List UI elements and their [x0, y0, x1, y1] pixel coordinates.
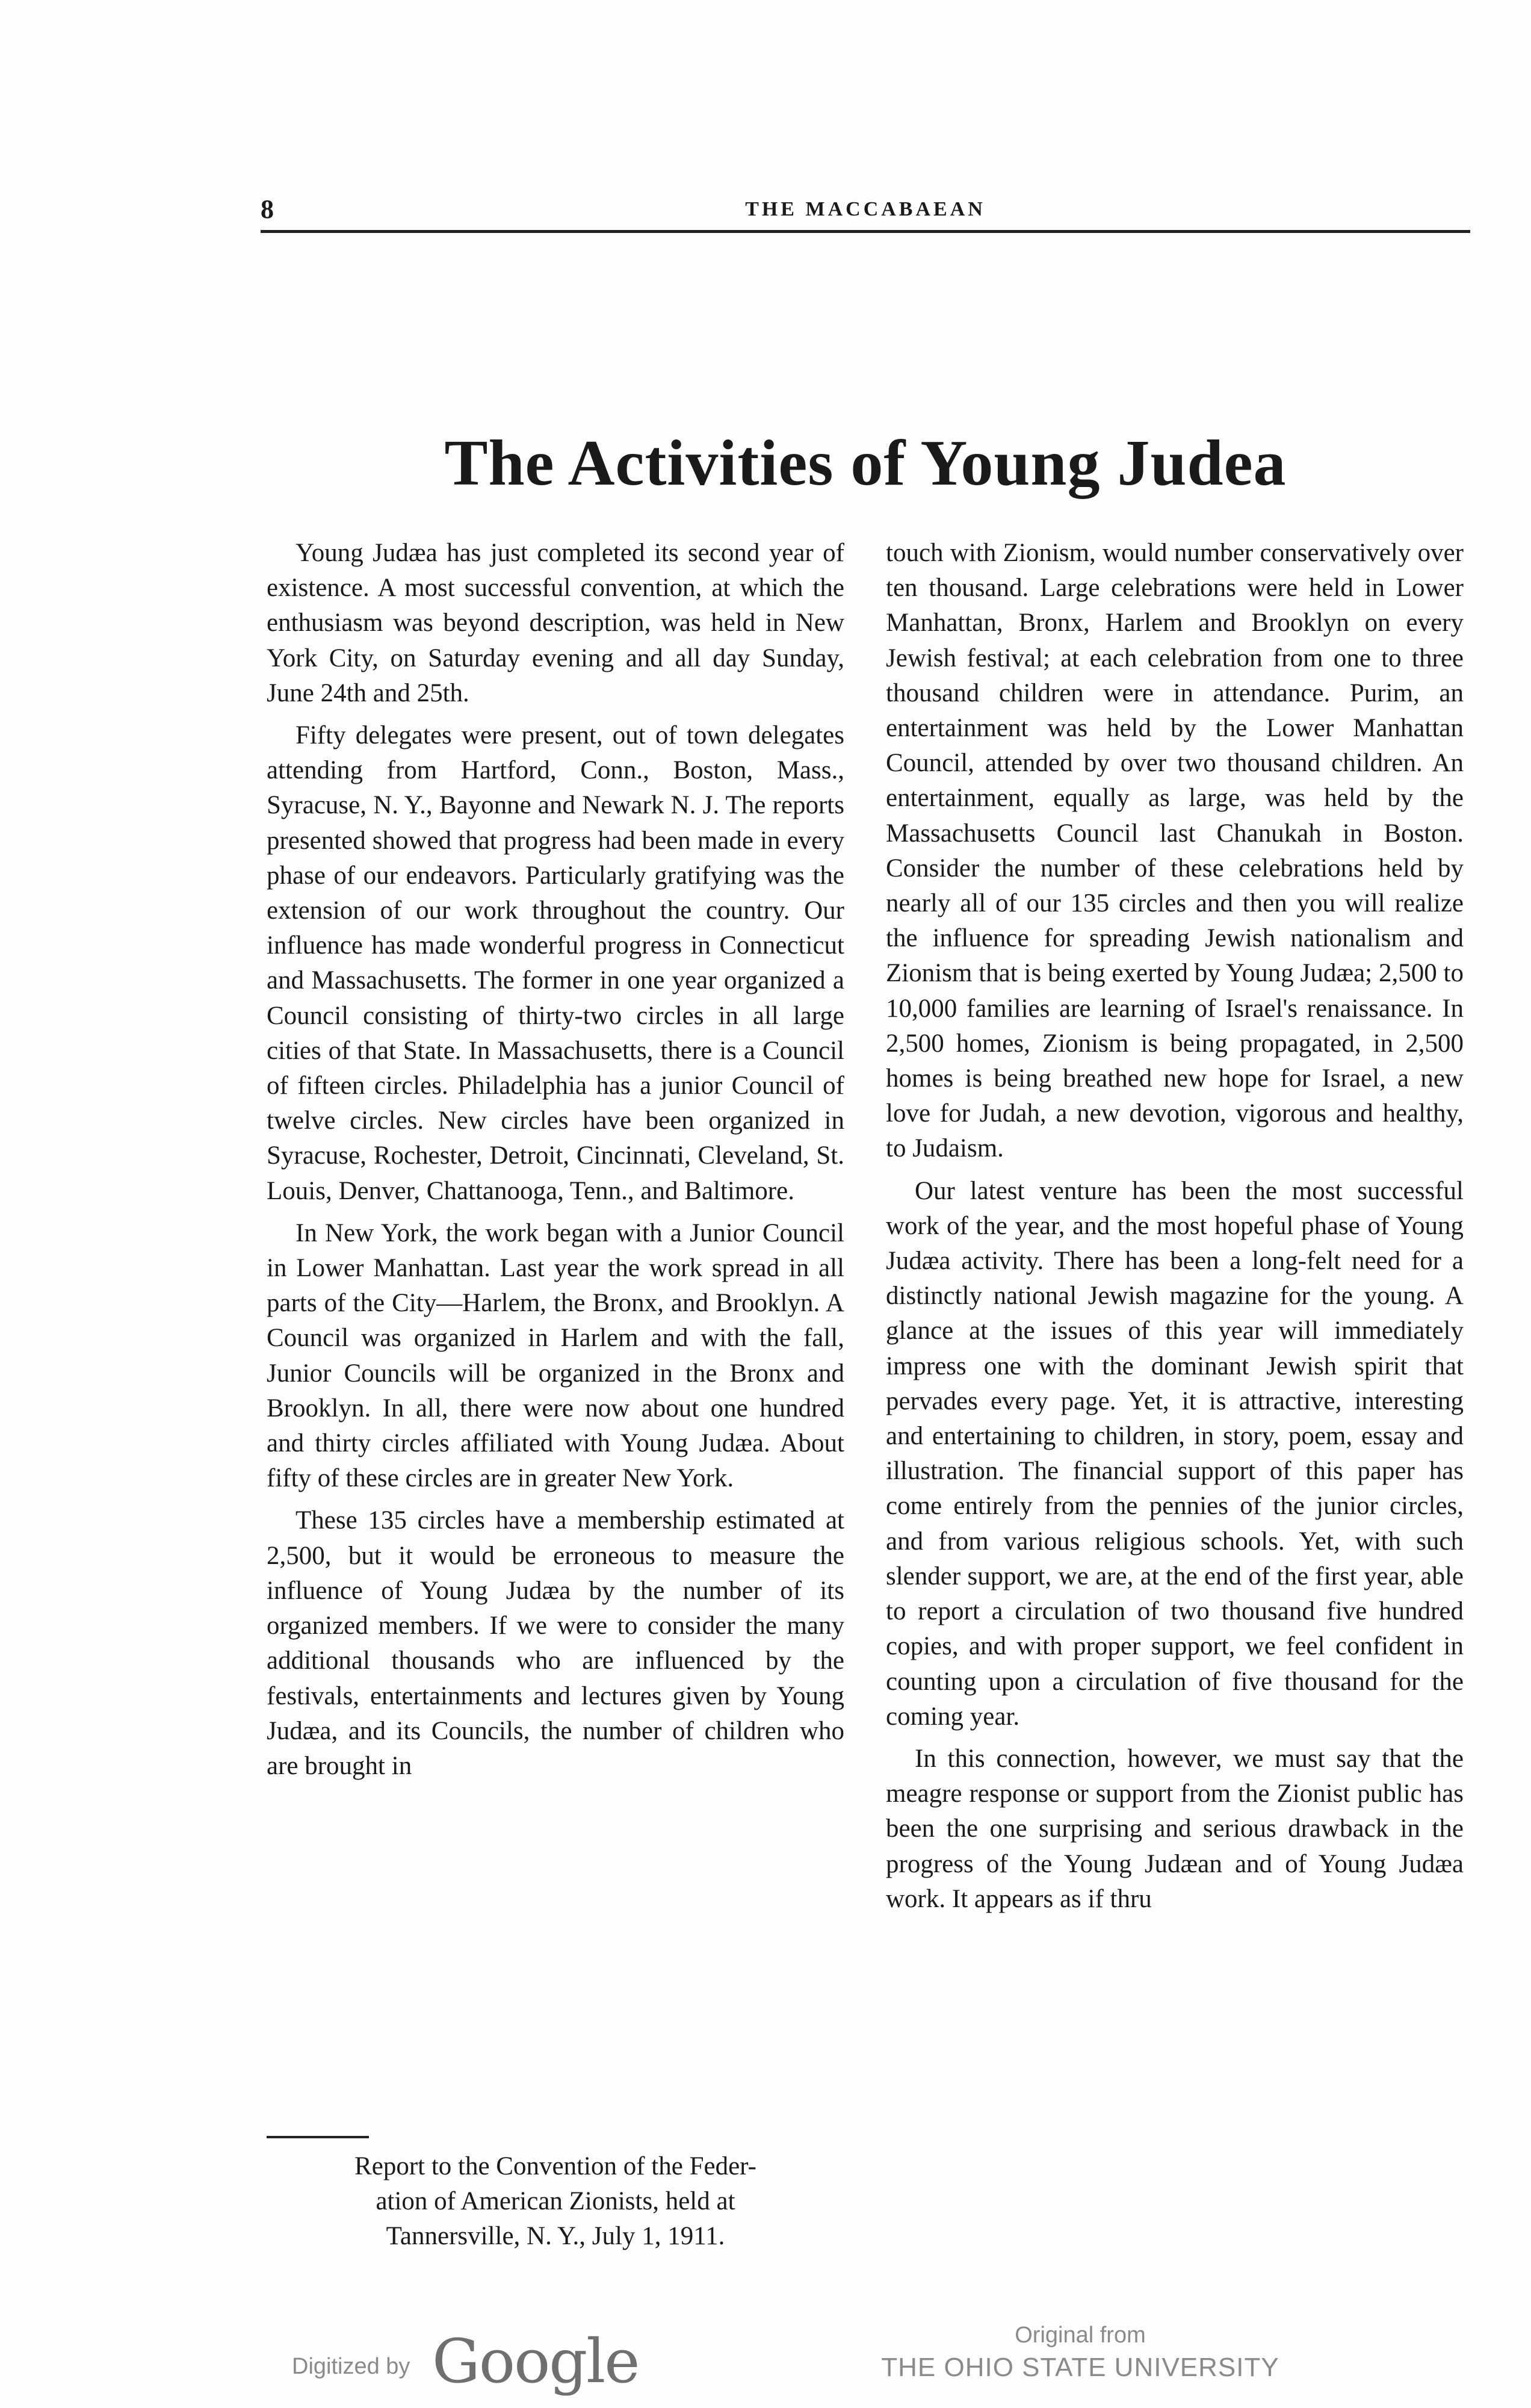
article-title: The Activities of Young Judea	[444, 427, 1287, 499]
paragraph: touch with Zionism, would number conservatively over ten thousand. Large celebrations were held in Lower Manhattan, Bronx, Harlem and Brooklyn on every Jewish festival; at each celebration from one to three thousand children were in attendance. Purim, an entertainment was held by the Lower Manhattan Council, attended by over two thousand children. An entertainment, equally as large, was held by the Massachusetts Council last Chanukah in Boston. Consider the number of these celebrations held by nearly all of our 135 circles and then you will realize the influence for spreading Jewish nationalism and Zionism that is being exerted by Young Judæa; 2,500 to 10,000 families are learning of Israel's renaissance. In 2,500 homes, Zionism is being propagated, in 2,500 homes is being breathed new hope for Israel, a new love for Judah, a new devotion, vigorous and healthy, to Judaism.	[886, 539, 1464, 1163]
paragraph: Fifty delegates were present, out of town delegates attending from Hartford, Conn., Boston, Mass., Syracuse, N. Y., Bayonne and Newark N. J. The reports presented showed that progress had been made in every phase of our endeavors. Particularly gratifying was the extension of our work throughout the country. Our influence has made wonderful progress in Connecticut and Massachusetts. The former in one year organized a Council consisting of thirty-two circles in all large cities of that State. In Massachusetts, there is a Council of fifteen circles. Philadelphia has a junior Council of twelve circles. New circles have been organized in Syracuse, Rochester, Detroit, Cincinnati, Cleveland, St. Louis, Denver, Chattanooga, Tenn., and Baltimore.	[267, 721, 844, 1205]
left-column	[267, 536, 844, 1791]
paragraph: Young Judæa has just completed its second year of existence. A most successful convention, at which the enthusiasm was beyond description, was held in New York City, on Saturday evening and all day Sunday, June 24th and 25th.	[267, 539, 844, 707]
digitized-by-label: Digitized by	[292, 2354, 410, 2379]
footnote-line: Tannersville, N. Y., July 1, 1911.	[386, 2222, 725, 2250]
original-from-label: Original from	[1015, 2323, 1146, 2348]
footnote	[267, 2149, 844, 2254]
journal-name: THE MACCABAEAN	[745, 198, 986, 220]
paragraph: These 135 circles have a membership estimated at 2,500, but it would be erroneous to measure the influence of Young Judæa by the number of its organized members. If we were to consider the many additional thousands who are influenced by the festivals, entertainments and lectures given by Young Judæa, and its Councils, the number of children who are brought in	[267, 1506, 844, 1780]
header-rule	[261, 230, 1470, 233]
paragraph: Our latest venture has been the most successful work of the year, and the most hopeful phase of Young Judæa activity. There has been a long-felt need for a distinctly national Jewish magazine for the young. A glance at the issues of this year will immediately impress one with the dominant Jewish spirit that pervades every page. Yet, it is attractive, interesting and entertaining to children, in story, poem, essay and illustration. The financial support of this paper has come entirely from the pennies of the junior circles, and from various religious schools. Yet, with such slender support, we are, at the end of the first year, able to report a circulation of two thousand five hundred copies, and with proper support, we feel confident in counting upon a circulation of five thousand for the coming year.	[886, 1176, 1464, 1731]
running-head	[261, 191, 1470, 228]
google-logo: Google	[432, 2326, 639, 2397]
paragraph: In this connection, however, we must say that the meagre response or support from the Zionist public has been the one surprising and serious drawback in the progress of the Young Judæan and of Young Judæa work. It appears as if thru	[886, 1744, 1464, 1913]
footnote-rule	[267, 2136, 369, 2138]
right-column	[886, 536, 1464, 1924]
footnote-line: Report to the Convention of the Feder-	[354, 2152, 756, 2180]
footnote-line: ation of American Zionists, held at	[376, 2187, 735, 2215]
university-label: THE OHIO STATE UNIVERSITY	[881, 2353, 1279, 2382]
page-number: 8	[261, 194, 274, 224]
digitization-footer	[0, 2318, 1531, 2408]
paragraph: In New York, the work began with a Junior Council in Lower Manhattan. Last year the work spread in all parts of the City—Harlem, the Bronx, and Brooklyn. A Council was organized in Harlem and with the fall, Junior Councils will be organized in the Bronx and Brooklyn. In all, there were now about one hundred and thirty circles affiliated with Young Judæa. About fifty of these circles are in greater New York.	[267, 1218, 844, 1493]
